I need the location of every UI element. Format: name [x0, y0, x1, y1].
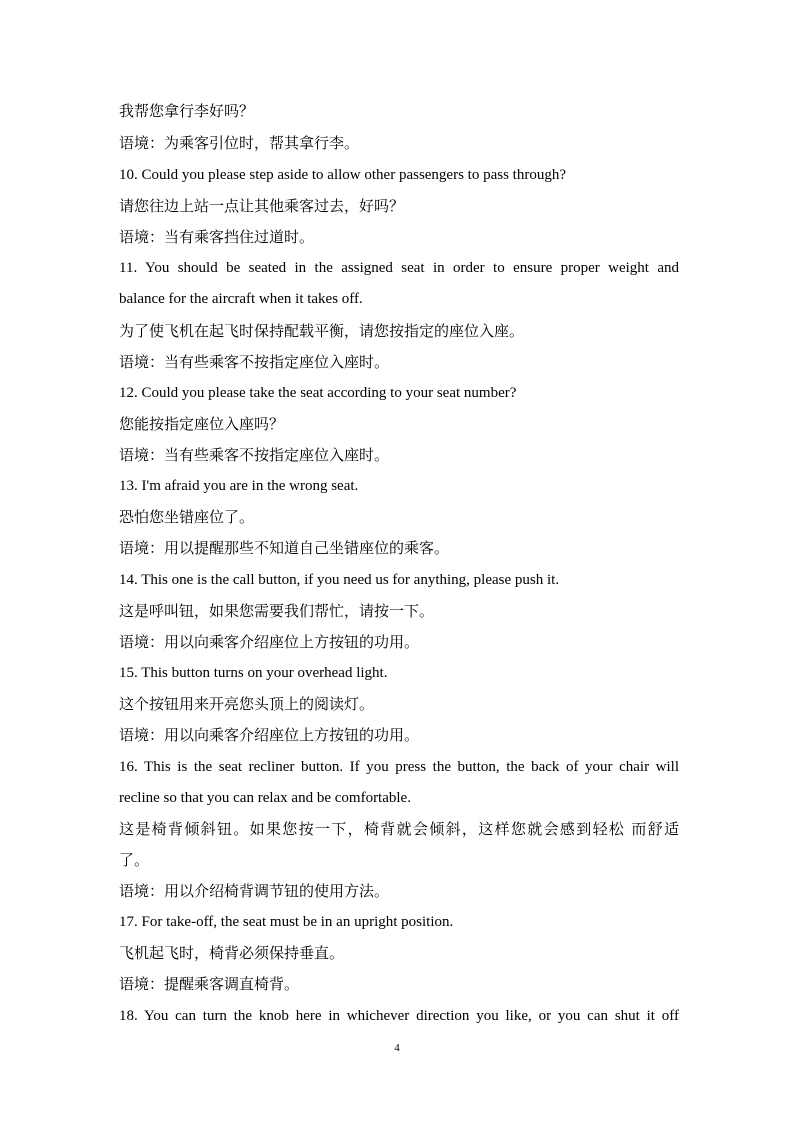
- text-line: 语境：当有些乘客不按指定座位入座时。: [119, 353, 390, 371]
- text-line: 恐怕您坐错座位了。: [119, 508, 255, 526]
- text-line: 14. This one is the call button, if you need us for anything, please push it.: [119, 572, 560, 588]
- text-line: 13. I'm afraid you are in the wrong seat.: [119, 478, 359, 494]
- text-line: 语境：用以向乘客介绍座位上方按钮的功用。: [119, 633, 420, 651]
- text-line: 这个按钮用来开亮您头顶上的阅读灯。: [119, 695, 375, 713]
- text-line: 语境：为乘客引位时，帮其拿行李。: [119, 134, 360, 152]
- text-line: 12. Could you please take the seat according to your seat number?: [119, 385, 517, 401]
- text-line: 语境：提醒乘客调直椅背。: [119, 975, 300, 993]
- text-line: 11. You should be seated in the assigned seat in order to ensure proper weight and: [119, 260, 679, 276]
- text-line: 请您往边上站一点让其他乘客过去，好吗？: [119, 197, 405, 215]
- text-line: 为了使飞机在起飞时保持配载平衡，请您按指定的座位入座。: [119, 322, 525, 340]
- text-line: 15. This button turns on your overhead light.: [119, 665, 388, 681]
- page-number: 4: [394, 1042, 400, 1054]
- text-line: balance for the aircraft when it takes off.: [119, 291, 363, 307]
- text-line: 飞机起飞时，椅背必须保持垂直。: [119, 944, 345, 962]
- text-line: 您能按指定座位入座吗？: [119, 415, 285, 433]
- text-line: 语境：用以提醒那些不知道自己坐错座位的乘客。: [119, 539, 450, 557]
- text-line: 语境：用以向乘客介绍座位上方按钮的功用。: [119, 726, 420, 744]
- text-line: 语境：当有乘客挡住过道时。: [119, 228, 315, 246]
- text-line: 我帮您拿行李好吗？: [119, 102, 255, 120]
- text-line: 16. This is the seat recliner button. If you press the button, the back of your chair will: [119, 759, 679, 775]
- text-line: 了。: [119, 851, 150, 869]
- text-line: 语境：用以介绍椅背调节钮的使用方法。: [119, 882, 390, 900]
- text-line: 这是呼叫钮，如果您需要我们帮忙，请按一下。: [119, 602, 435, 620]
- text-line: recline so that you can relax and be comfortable.: [119, 790, 411, 806]
- text-line: 17. For take-off, the seat must be in an upright position.: [119, 914, 454, 930]
- text-line: 语境：当有些乘客不按指定座位入座时。: [119, 446, 390, 464]
- text-line: 18. You can turn the knob here in whichever direction you like, or you can shut it off: [119, 1008, 679, 1024]
- text-line: 10. Could you please step aside to allow other passengers to pass through?: [119, 167, 566, 183]
- text-line: 这是椅背倾斜钮。如果您按一下，椅背就会倾斜，这样您就会感到轻松 而舒适: [119, 820, 679, 838]
